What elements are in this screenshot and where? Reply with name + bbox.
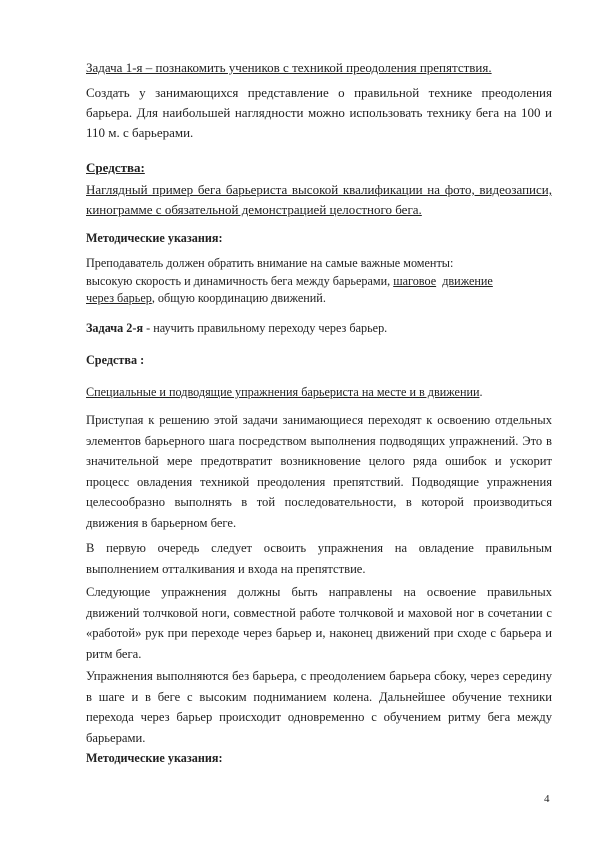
paragraph-pristupaya: Приступая к решению этой задачи занимающиеся переходят к освоению отдельных элементов барьерного шага посредством выполнения подводящих упражнений. Это в значительной мере предотвратит возникновение целого ряда ошибок и ускорит процесс овладения техникой преодоления препятствий. Подводящие упражнения целесообразно выполнять в той последовательности, в которой производиться движения в барьерном беге. — [86, 413, 552, 530]
method1-heading: Методические указания: — [86, 231, 223, 245]
method1-text — [86, 255, 552, 308]
paragraph-pervuyu: В первую очередь следует освоить упражнения на овладение правильным выполнением отталкивания и входа на препятствие. — [86, 541, 552, 576]
special-tail: . — [479, 385, 483, 399]
task2-label: Задача 2-я — [86, 321, 144, 335]
paragraph-sleduyushie: Следующие упражнения должны быть направлены на освоение правильных движений толчковой ноги, совместной работе толчковой и маховой ног в сочетании с «работой» рук при переходе через барьер и, наконец движений при сходе с барьера и ритм бега. — [86, 585, 552, 661]
method1-line1: Преподаватель должен обратить внимание на самые важные моменты: — [86, 256, 454, 270]
task2-line — [86, 320, 552, 338]
paragraph-uprazhneniya: Упражнения выполняются без барьера, с преодолением барьера сбоку, через середину в шаге и в беге с высоким подниманием колена. Дальнейшее обучение техники перехода через барьер происходит одновременно с обучением ритму бега между барьерами. — [86, 669, 552, 745]
task1-description: Создать у занимающихся представление о правильной технике преодоления барьера. Для наибольшей наглядности можно использовать технику бега на 100 и 110 м. с барьерами. — [86, 85, 552, 140]
method1-line2: высокую скорость и динамичность бега между барьерами, — [86, 273, 394, 288]
link-dvizhenie[interactable]: движение — [442, 273, 493, 288]
method1-line3: , общую координацию движений. — [151, 291, 326, 305]
link-cherez-barer[interactable]: через барьер — [86, 291, 152, 305]
means1-heading: Средства: — [86, 160, 145, 175]
special-exercises-link[interactable]: Специальные и подводящие упражнения барьериста на месте и в движении — [86, 385, 480, 399]
page-number: 4 — [544, 793, 550, 805]
special-exercises — [86, 384, 552, 402]
method2-heading: Методические указания: — [86, 751, 223, 765]
task1-title: Задача 1-я – познакомить учеников с техникой преодоления препятствия. — [86, 60, 492, 75]
means1-text: Наглядный пример бега барьериста высокой квалификации на фото, видеозаписи, кинограмме с обязательной демонстрацией целостного бега. — [86, 182, 552, 217]
task2-text: - научить правильному переходу через барьер. — [143, 321, 388, 335]
link-shagovoe[interactable]: шаговое — [393, 273, 437, 288]
means2-heading: Средства : — [86, 353, 145, 367]
